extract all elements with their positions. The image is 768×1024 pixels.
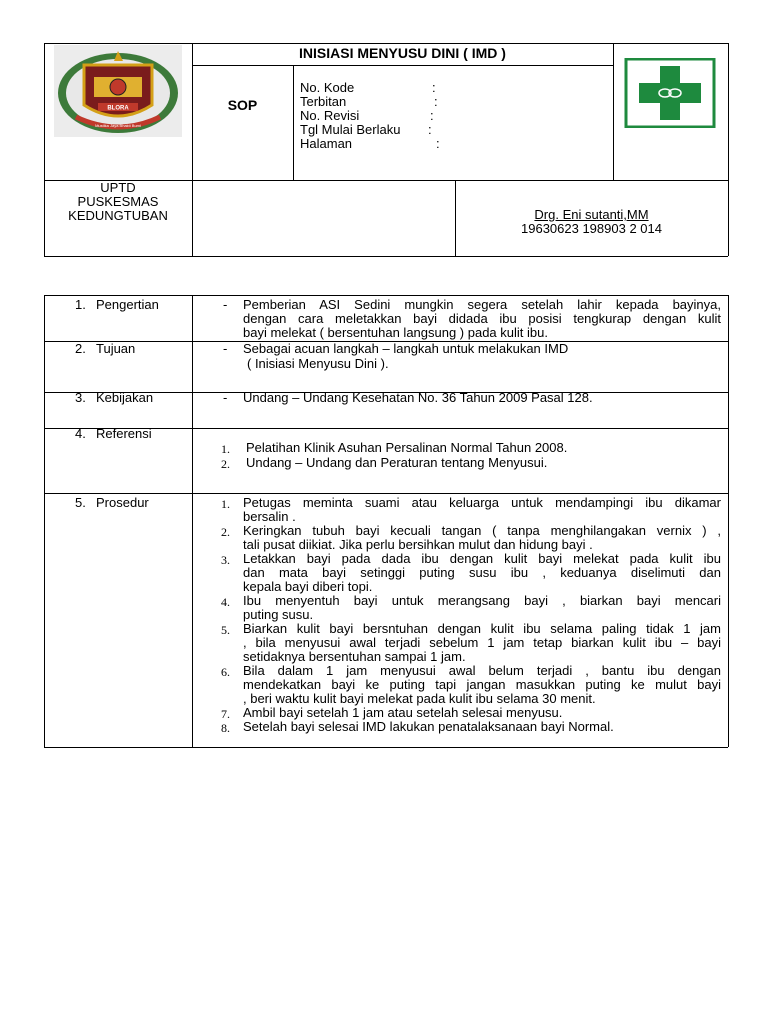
list-item-line: Ambil bayi setelah 1 jam atau setelah selesai menyusu. <box>243 705 563 720</box>
section-number: 5. <box>75 495 86 510</box>
bullet-dash: - <box>223 341 228 356</box>
org-line: PUSKESMAS <box>77 194 159 209</box>
signer-name: Drg. Eni sutanti,MM <box>534 207 649 222</box>
list-item-line: Ibu menyentuh bayi untuk merangsang bayi , biarkan bayi mencari <box>243 593 721 608</box>
section-number: 4. <box>75 426 86 441</box>
field-colon: : <box>434 94 438 109</box>
section-label: Referensi <box>96 426 152 441</box>
section-label: Pengertian <box>96 297 159 312</box>
sop-label: SOP <box>227 97 258 113</box>
list-item-line: Keringkan tubuh bayi kecuali tangan ( tanpa menghilangakan vernix ) , <box>243 523 721 538</box>
blora-logo <box>54 45 182 137</box>
list-number: 5. <box>221 623 230 637</box>
section-number: 3. <box>75 390 86 405</box>
list-number: 4. <box>221 595 230 609</box>
field-colon: : <box>428 122 432 137</box>
list-item: Pelatihan Klinik Asuhan Persalinan Normal Tahun 2008. <box>246 440 568 455</box>
org-line: KEDUNGTUBAN <box>68 208 168 223</box>
field-label: Tgl Mulai Berlaku <box>300 122 401 137</box>
list-item-line: , bila menyusui awal terjadi sebelum 1 jam tetap biarkan kulit ibu – bayi <box>243 635 721 650</box>
field-label: No. Kode <box>300 80 355 95</box>
list-item-line: Biarkan kulit bayi bersntuhan dengan kulit ibu selama paling tidak 1 jam <box>243 621 721 636</box>
list-number: 1. <box>221 497 230 511</box>
section-label: Prosedur <box>96 495 149 510</box>
text-line: ( Inisiasi Menyusu Dini ). <box>247 356 389 371</box>
section-label: Tujuan <box>96 341 136 356</box>
list-item-line: Letakkan bayi pada dada ibu dengan kulit bayi melekat pada kulit ibu <box>243 551 721 566</box>
signer-block <box>455 208 728 236</box>
list-number: 2. <box>221 457 230 471</box>
list-number: 1. <box>221 442 230 456</box>
field-colon: : <box>436 136 440 151</box>
list-item-line: setidaknya bersentuhan sampai 1 jam. <box>243 649 466 664</box>
list-item-line: kepala bayi diberi topi. <box>243 579 373 594</box>
list-item-line: , beri waktu kulit bayi melekat pada kulit ibu selama 30 menit. <box>243 691 596 706</box>
list-number: 6. <box>221 665 230 679</box>
list-number: 8. <box>221 721 230 735</box>
list-item-line: mendekatkan bayi ke puting tapi jangan masukkan puting ke mulut bayi <box>243 677 721 692</box>
bullet-dash: - <box>223 390 228 405</box>
section-label: Kebijakan <box>96 390 154 405</box>
list-item-line: tali pusat diikiat. Jika perlu bersihkan mulut dan hidung bayi . <box>243 537 593 552</box>
section-number: 1. <box>75 297 86 312</box>
field-colon: : <box>430 108 434 123</box>
list-number: 3. <box>221 553 230 567</box>
document-title: INISIASI MENYUSU DINI ( IMD ) <box>299 45 506 61</box>
org-line: UPTD <box>100 180 136 195</box>
list-item-line: Bila dalam 1 jam menyusui awal belum terjadi , bantu ibu dengan <box>243 663 721 678</box>
text-line: Sebagai acuan langkah – langkah untuk melakukan IMD <box>243 341 569 356</box>
puskesmas-cross-logo <box>622 58 718 128</box>
logo-left-motto: Mustika Jaya Bhakti Bumi <box>95 123 141 128</box>
field-label: Halaman <box>300 136 353 151</box>
list-item-line: Petugas meminta suami atau keluarga untuk mendampingi ibu dikamar <box>243 495 721 510</box>
organization-name <box>44 181 192 223</box>
list-item: Undang – Undang dan Peraturan tentang Menyusui. <box>246 455 548 470</box>
list-number: 2. <box>221 525 230 539</box>
text-line: dengan cara meletakkan bayi didada ibu posisi tengkurap dengan kulit <box>243 311 721 326</box>
text-line: Undang – Undang Kesehatan No. 36 Tahun 2009 Pasal 128. <box>243 390 593 405</box>
signer-nip: 19630623 198903 2 014 <box>521 221 662 236</box>
field-label: Terbitan <box>300 94 347 109</box>
field-label: No. Revisi <box>300 108 360 123</box>
list-number: 7. <box>221 707 230 721</box>
text-line: bayi melekat ( bersentuhan langsung ) pada kulit ibu. <box>243 325 548 340</box>
field-colon: : <box>432 80 436 95</box>
text-line: Pemberian ASI Sedini mungkin segera setelah lahir kepada bayinya, <box>243 297 721 312</box>
bullet-dash: - <box>223 297 228 312</box>
section-number: 2. <box>75 341 86 356</box>
list-item-line: bersalin . <box>243 509 296 524</box>
list-item-line: dan mata bayi setinggi puting susu ibu , keduanya diselimuti dan <box>243 565 721 580</box>
logo-left-text: BLORA <box>107 105 129 112</box>
list-item-line: Setelah bayi selesai IMD lakukan penatalaksanaan bayi Normal. <box>243 719 614 734</box>
list-item-line: puting susu. <box>243 607 314 622</box>
